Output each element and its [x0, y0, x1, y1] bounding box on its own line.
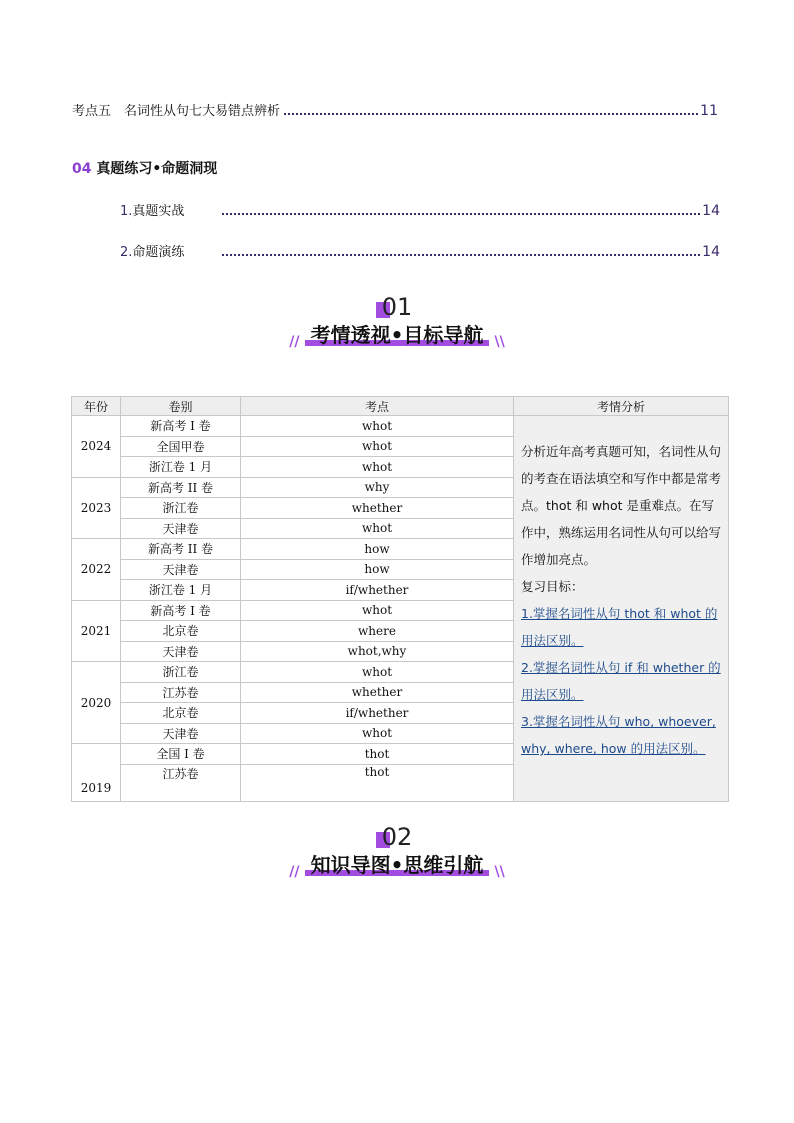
paper-cell: 浙江卷: [121, 662, 241, 683]
toc-dots: [222, 254, 700, 256]
point-cell: if/whether: [241, 580, 514, 601]
toc-section-4[interactable]: [72, 158, 217, 178]
toc-sub-1[interactable]: [120, 200, 720, 219]
point-cell: whot: [241, 436, 514, 457]
section-heading-01: [0, 293, 794, 350]
year-cell: 2019: [72, 744, 121, 802]
paper-cell: 天津卷: [121, 559, 241, 580]
slash-decoration-icon: //: [289, 864, 300, 880]
point-cell: whot: [241, 600, 514, 621]
year-cell: 2021: [72, 600, 121, 662]
toc-item-5[interactable]: [72, 100, 718, 119]
goal-item: 2.掌握名词性从句 if 和 whether 的用法区别。: [521, 660, 721, 702]
backslash-decoration-icon: \\: [494, 864, 505, 880]
year-cell: 2024: [72, 416, 121, 478]
toc-sub-label: 命题演练: [132, 245, 185, 260]
goals-title: 复习目标：: [521, 579, 584, 594]
point-cell: whot: [241, 416, 514, 437]
point-cell: how: [241, 559, 514, 580]
paper-cell: 江苏卷: [121, 764, 241, 801]
point-cell: whether: [241, 682, 514, 703]
analysis-cell: [514, 416, 729, 802]
toc-sub-2[interactable]: [120, 241, 720, 260]
toc-dots: [284, 113, 698, 115]
year-cell: 2023: [72, 477, 121, 539]
point-cell: thot: [241, 764, 514, 801]
toc-sub-label: 真题实战: [132, 204, 185, 219]
toc-page-number: 11: [700, 103, 718, 119]
toc-dots: [222, 213, 700, 215]
year-cell: 2020: [72, 662, 121, 744]
point-cell: thot: [241, 744, 514, 765]
point-cell: whot: [241, 518, 514, 539]
section-heading-02: [0, 823, 794, 880]
paper-cell: 北京卷: [121, 621, 241, 642]
paper-cell: 全国甲卷: [121, 436, 241, 457]
paper-cell: 新高考 II 卷: [121, 539, 241, 560]
section-number: 01: [382, 293, 413, 321]
point-cell: why: [241, 477, 514, 498]
section-title: 知识导图•思维引航: [305, 849, 490, 878]
point-cell: if/whether: [241, 703, 514, 724]
table-header: 年份: [72, 397, 121, 416]
table-header: 考点: [241, 397, 514, 416]
table-header: 考情分析: [514, 397, 729, 416]
table-header: 卷别: [121, 397, 241, 416]
paper-cell: 江苏卷: [121, 682, 241, 703]
paper-cell: 新高考 I 卷: [121, 416, 241, 437]
exam-analysis-table: [71, 396, 729, 802]
section-number: 02: [382, 823, 413, 851]
table-row: [72, 416, 729, 437]
point-cell: whot: [241, 662, 514, 683]
point-cell: whot,why: [241, 641, 514, 662]
paper-cell: 天津卷: [121, 723, 241, 744]
toc-page-number: 14: [702, 203, 720, 219]
analysis-intro: 分析近年高考真题可知，名词性从句的考查在语法填空和写作中都是常考点。thot 和 whot 是重难点。在写作中，熟练运用名词性从句可以给写作增加亮点。: [521, 444, 722, 567]
toc-page-number: 14: [702, 244, 720, 260]
paper-cell: 浙江卷: [121, 498, 241, 519]
toc-section-title: 真题练习•命题洞现: [96, 161, 218, 177]
paper-cell: 新高考 I 卷: [121, 600, 241, 621]
paper-cell: 天津卷: [121, 641, 241, 662]
toc-sub-number: 1.: [120, 204, 133, 219]
paper-cell: 浙江卷 1 月: [121, 457, 241, 478]
year-cell: 2022: [72, 539, 121, 601]
goal-item: 1.掌握名词性从句 thot 和 whot 的用法区别。: [521, 606, 718, 648]
point-cell: where: [241, 621, 514, 642]
toc-section-number: 04: [72, 161, 92, 177]
slash-decoration-icon: //: [289, 334, 300, 350]
paper-cell: 浙江卷 1 月: [121, 580, 241, 601]
point-cell: whether: [241, 498, 514, 519]
section-title: 考情透视•目标导航: [305, 319, 490, 348]
point-cell: whot: [241, 723, 514, 744]
backslash-decoration-icon: \\: [494, 334, 505, 350]
paper-cell: 天津卷: [121, 518, 241, 539]
toc-sub-number: 2.: [120, 245, 133, 260]
point-cell: whot: [241, 457, 514, 478]
paper-cell: 北京卷: [121, 703, 241, 724]
point-cell: how: [241, 539, 514, 560]
toc-item-label: 考点五 名词性从句七大易错点辨析: [72, 104, 281, 119]
paper-cell: 全国 I 卷: [121, 744, 241, 765]
goal-item: 3.掌握名词性从句 who, whoever, why, where, how 的用法区别。: [521, 714, 716, 756]
paper-cell: 新高考 II 卷: [121, 477, 241, 498]
